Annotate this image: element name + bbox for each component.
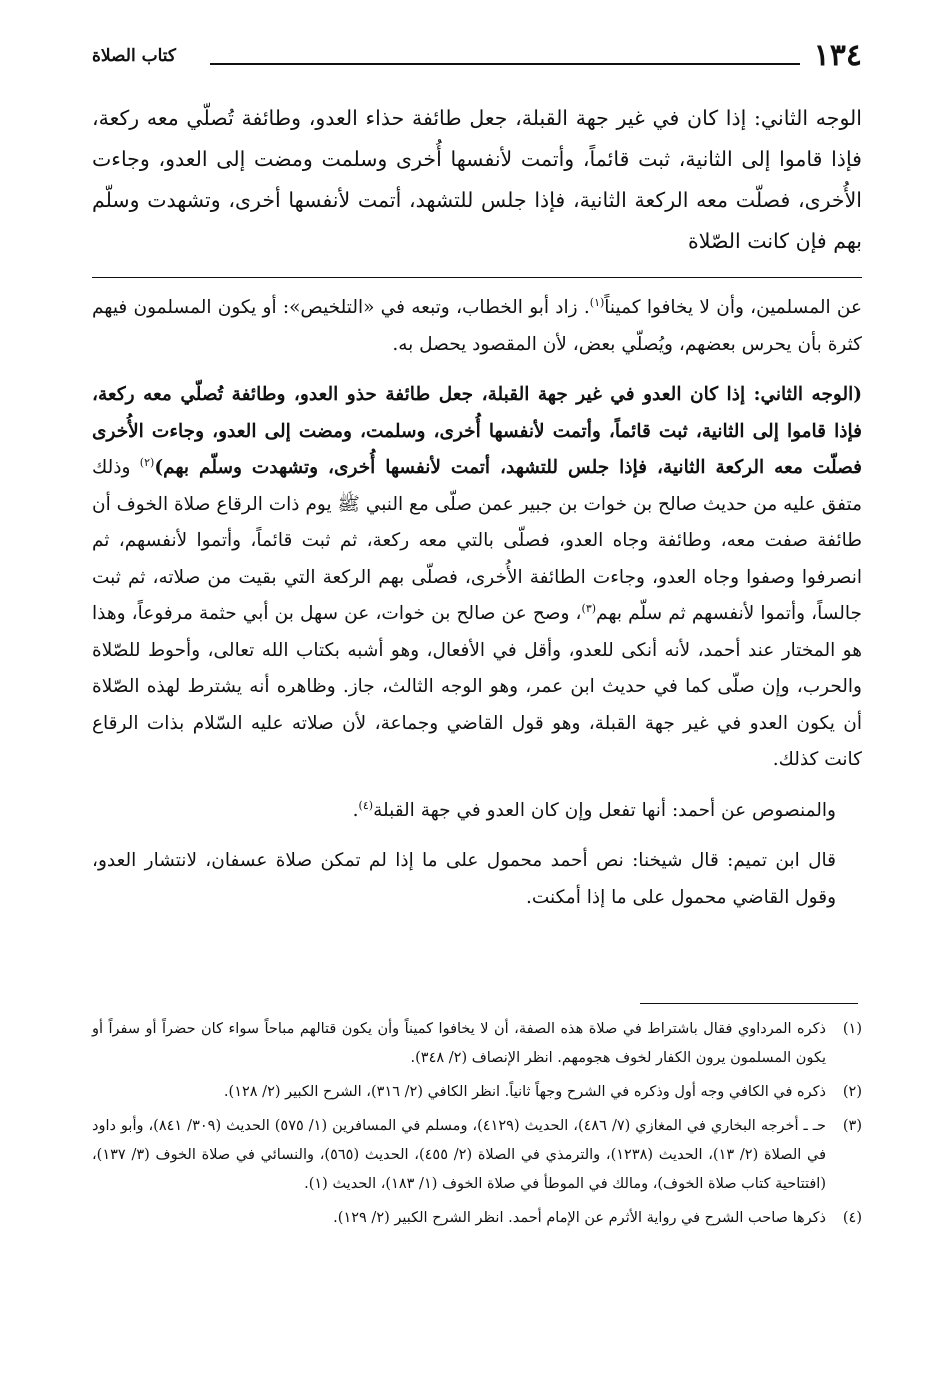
paragraph-3-text: والمنصوص عن أحمد: أنها تفعل وإن كان العدو في جهة القبلة [373, 799, 836, 821]
paragraph-2-text-a: وذلك متفق عليه من حديث صالح بن خوات بن جبير عمن صلّى مع النبي ﷺ يوم ذات الرقاع صلاة الخوف أن طائفة صفت معه، وطائفة وجاه العدو، فصلّى بالتي معه ركعة، ثم ثبت قائماً، وأتموا لأنفسهم، ثم انصرفوا وصفوا وجاه العدو، وجاءت الطائفة الأُخرى، فصلّى بهم الركعة التي بقيت من صلاته، ثم ثبت جالساً، وأتموا لأنفسهم ثم سلّم بهم [92, 457, 862, 624]
commentary-paragraph-1 [92, 290, 862, 363]
footnote [92, 1015, 862, 1073]
footnote-text: حـ ـ أخرجه البخاري في المغازي (٧/ ٤٨٦)، الحديث (٤١٢٩)، ومسلم في المسافرين (١/ ٥٧٥) الحديث (٣٠٩/ ٨٤١)، وأبو داود في الصلاة (٢/ ١٣)، الحديث (١٢٣٨)، والترمذي في الصلاة (٢/ ٤٥٥)، الحديث (٥٦٥)، والنسائي في صلاة الخوف (٣/ ١٣٧)، (افتتاحية كتاب صلاة الخوف)، ومالك في الموطأ في صلاة الخوف (١/ ١٨٣)، الحديث (١). [92, 1118, 827, 1192]
footnote-ref-3[interactable]: (٣) [581, 601, 597, 615]
matn-paragraph: الوجه الثاني: إذا كان في غير جهة القبلة، جعل طائفة حذاء العدو، وطائفة تُصلّي معه ركعة، فإذا قاموا إلى الثانية، ثبت قائماً، وأتمت لأنفسها أُخرى وسلمت ومضت إلى العدو، وجاءت الأُخرى، فصلّت معه الركعة الثانية، فإذا جلس للتشهد، أتمت لأنفسها أخرى، وتشهدت وسلّم بهم فإن كانت الصّلاة [92, 106, 862, 253]
paragraph-1-text-b: . زاد أبو الخطاب، وتبعه في «التلخيص»: أو يكون المسلمون فيهم كثرة بأن يحرس بعضهم، ويُصلّي بعض، لأن المقصود يحصل به. [92, 297, 862, 355]
footnotes [92, 1015, 862, 1238]
footnote-ref-1[interactable]: (١) [589, 295, 605, 309]
quoted-matn: (الوجه الثاني: إذا كان العدو في غير جهة القبلة، جعل طائفة حذو العدو، وطائفة تُصلّي معه ركعة، فإذا قاموا إلى الثانية، ثبت قائماً، وأتمت لأنفسها أُخرى، وسلمت، ومضت إلى العدو، وجاءت الأُخرى فصلّت معه الركعة الثانية، فإذا جلس للتشهد، أتمت لأنفسها أُخرى، وتشهدت وسلّم بهم) [92, 384, 862, 478]
footnote-text: ذكره في الكافي وجه أول وذكره في الشرح وجهاً ثانياً. انظر الكافي (٢/ ٣١٦)، الشرح الكبير (٢/ ١٢٨). [223, 1084, 826, 1100]
footnote-number: (٣) [842, 1118, 862, 1134]
commentary-paragraph-4: قال ابن تميم: قال شيخنا: نص أحمد محمول على ما إذا لم تمكن صلاة عسفان، لانتشار العدو، وقول القاضي محمول على ما إذا أمكنت. [92, 850, 836, 908]
commentary [92, 290, 862, 916]
footnote-ref-2[interactable]: (٢) [139, 455, 155, 469]
footnote [92, 1078, 862, 1107]
header-rule [210, 63, 800, 65]
footnote-number: (٤) [842, 1210, 862, 1226]
footnote [92, 1204, 862, 1233]
matn-text [92, 98, 862, 262]
footnote-text: ذكره المرداوي فقال باشتراط في صلاة هذه الصفة، أن لا يخافوا كميناً وأن يكون قتالهم مباحاً سواء كان حضراً أو سفراً أو يكون المسلمون يرون الكفار لخوف هجومهم. انظر الإنصاف (٢/ ٣٤٨). [92, 1021, 826, 1066]
footnote-separator [640, 1003, 858, 1004]
matn-separator [92, 277, 862, 278]
commentary-paragraph-3 [92, 793, 862, 830]
paragraph-2-text-b: ، وصح عن صالح بن خوات، عن سهل بن أبي حثمة مرفوعاً، وهذا هو المختار عند أحمد، لأنه أنكى للعدو، وأقل في الأفعال، وهو أشبه بكتاب الله تعالى، وأحوط للصّلاة والحرب، وإن صلّى كما في حديث ابن عمر، وهو الوجه الثالث، جاز. وظاهره أنه يشترط لهذه الصّلاة أن يكون العدو في غير جهة القبلة، وهو قول القاضي وجماعة، لأن صلاته عليه السّلام بذات الرقاع كانت كذلك. [92, 603, 862, 770]
commentary-paragraph-2 [92, 377, 862, 779]
footnote-number: (٢) [842, 1084, 862, 1100]
paragraph-1-text-a: عن المسلمين، وأن لا يخافوا كميناً [604, 297, 862, 318]
footnote-ref-4[interactable]: (٤) [358, 798, 374, 812]
page-header [92, 36, 862, 76]
footnote [92, 1112, 862, 1199]
running-title: كتاب الصلاة [92, 46, 177, 66]
page-number: ١٣٤ [813, 38, 862, 73]
footnote-number: (١) [842, 1021, 862, 1037]
footnote-text: ذكرها صاحب الشرح في رواية الأثرم عن الإمام أحمد. انظر الشرح الكبير (٢/ ١٢٩). [333, 1210, 826, 1226]
paragraph-3-end: . [352, 799, 359, 821]
